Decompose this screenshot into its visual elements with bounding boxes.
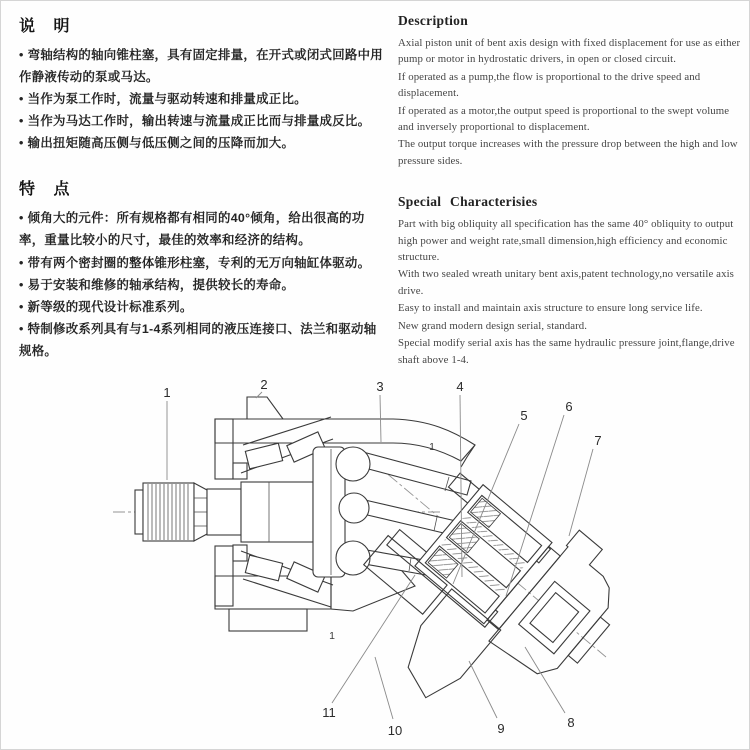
bullet-text: 输出扭矩随高压侧与低压侧之间的压降而加大。	[27, 136, 295, 151]
cn-description-title: 说 明	[19, 18, 77, 35]
bullet-text: 带有两个密封圈的整体锥形柱塞，专利的无万向轴缸体驱动。	[27, 255, 371, 270]
bullet-text: 弯轴结构的轴向锥柱塞，具有固定排量，在开式或闭式回路中用作静液传动的泵或马达。	[19, 48, 383, 85]
callout-4: 4	[456, 379, 464, 394]
bullet-marker: •	[19, 255, 24, 270]
bullet-marker: •	[19, 92, 24, 107]
callout-1: 1	[163, 385, 171, 400]
bullet-text: 当作为马达工作时，输出转速与流量成正比而与排量成反比。	[27, 114, 371, 129]
callout-8: 8	[567, 715, 575, 730]
bullet-text: 易于安装和维修的轴承结构，提供较长的寿命。	[27, 277, 295, 292]
callout-11: 11	[322, 705, 336, 720]
paragraph: Special modify serial axis has the same hydraulic pressure joint,flange,drive shaft above 1-4.	[398, 337, 735, 366]
callout-2: 2	[260, 377, 268, 392]
bullet-marker: •	[19, 211, 24, 226]
bullet-text: 倾角大的元件：所有规格都有相同的40°倾角，给出很高的功率，重量比较小的尺寸，最佳的效率和经济的结构。	[19, 211, 365, 248]
inner-mark-1: 1	[429, 441, 435, 453]
bullet-marker: •	[19, 277, 24, 292]
callout-5: 5	[520, 408, 528, 423]
bullet-marker: •	[19, 48, 24, 62]
pump-cross-section-diagram	[1, 1, 750, 750]
paragraph: The output torque increases with the pressure drop between the high and low pressure sides.	[398, 138, 738, 167]
callout-3: 3	[376, 379, 384, 394]
bent-axis-assembly	[324, 438, 644, 750]
cn-features-title: 特 点	[19, 181, 77, 199]
paragraph: If operated as a motor,the output speed is proportional to the swept volume and inversely proportional to displacement.	[398, 104, 730, 134]
en-special-title: Special Characterisies	[398, 194, 538, 210]
bullet-marker: •	[19, 136, 24, 151]
bullet-marker: •	[19, 114, 24, 129]
paragraph: New grand modern design serial, standard.	[398, 319, 588, 332]
callout-7: 7	[594, 433, 602, 448]
paragraph: Easy to install and maintain axis structure to ensure long service life.	[398, 302, 703, 315]
paragraph: If operated as a pump,the flow is proportional to the drive speed and displacement.	[398, 70, 701, 100]
bullet-text: 特制修改系列具有与1-4系列相同的液压连接口、法兰和驱动轴规格。	[19, 321, 377, 358]
bullet-marker: •	[19, 299, 24, 314]
bullet-text: 当作为泵工作时，流量与驱动转速和排量成正比。	[27, 92, 307, 107]
callout-9: 9	[497, 721, 505, 736]
cylinder-block	[415, 485, 552, 624]
bullet-text: 新等级的现代设计标准系列。	[27, 299, 193, 314]
callout-6: 6	[565, 399, 573, 414]
paragraph: Part with big obliquity all specification has the same 40° obliquity to output high power and weight rate,small dimension,high efficiency and economic structure.	[398, 218, 734, 264]
en-description-title: Description	[398, 13, 469, 28]
bullet-marker: •	[19, 321, 24, 336]
paragraph: Axial piston unit of bent axis design with fixed displacement for use as either pump or motor in hydrostatic drivers, in open or closed circuit.	[398, 37, 741, 66]
inner-mark-2: 1	[329, 630, 335, 642]
paragraph: With two sealed wreath unitary bent axis,patent technology,no versatile axis drive.	[398, 268, 734, 297]
callout-10: 10	[387, 723, 403, 738]
